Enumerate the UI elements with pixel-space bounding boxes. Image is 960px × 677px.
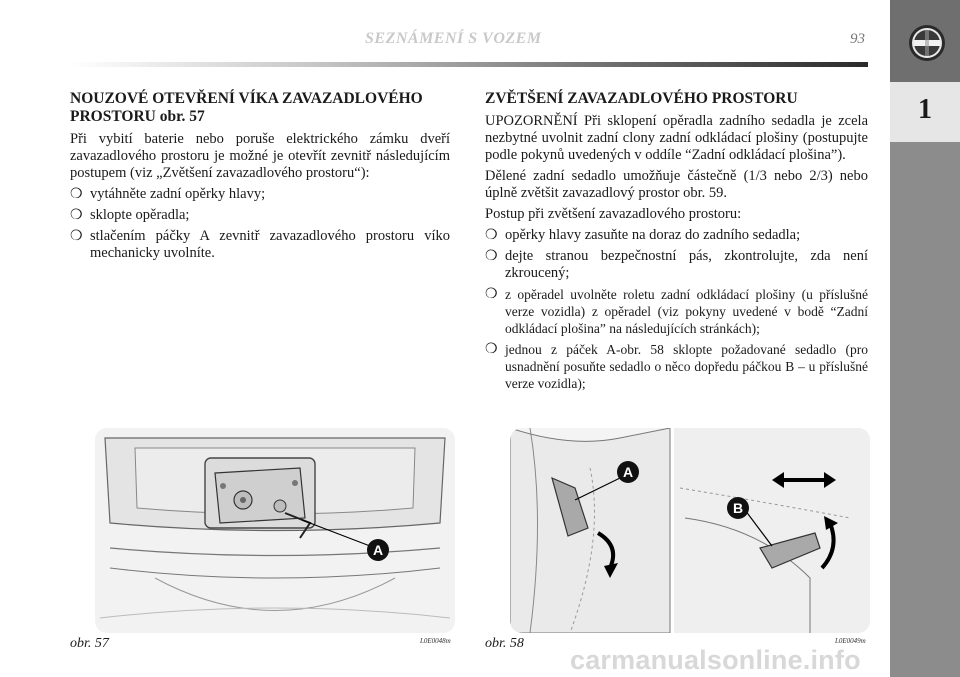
callout-a-label: A <box>372 542 384 558</box>
bullet-circle-icon: ❍ <box>485 228 498 243</box>
figure-reference: obr. 57 <box>159 108 205 125</box>
bullet-circle-icon: ❍ <box>485 249 498 264</box>
watermark: carmanualsonline.info <box>570 645 861 675</box>
figure-57-trunk-lock <box>95 428 455 633</box>
list-item-text: jednou z páček A-obr. 58 sklopte požadované sedadlo (pro usnadnění posuňte sedadlo o něco dopředu páčkou B – u příslušné verze vozidla); <box>505 342 868 391</box>
bullet-circle-icon: ❍ <box>485 287 498 302</box>
lancia-logo-icon <box>908 24 946 62</box>
warning-paragraph <box>485 113 868 164</box>
heading-line-1: NOUZOVÉ OTEVŘENÍ VÍKA ZAVAZADLOVÉHO <box>70 90 423 107</box>
trunk-lock-illustration <box>95 428 455 633</box>
heading-line-2: PROSTORU <box>70 108 156 125</box>
figure-58-seat-levers <box>510 428 870 633</box>
bullet-circle-icon: ❍ <box>70 187 83 202</box>
bullet-circle-icon: ❍ <box>70 229 83 244</box>
figure-caption: obr. 57 <box>70 636 109 651</box>
list-item-text: vytáhněte zadní opěrky hlavy; <box>90 186 266 202</box>
list-item <box>70 228 450 262</box>
intro-paragraph: Při vybití baterie nebo poruše elektrického zámku dveří zavazadlového prostoru je možné je otevřít zevnitř následujícím postupem (viz „Zvětšení zavazadlového prostoru“): <box>70 131 450 181</box>
paragraph: Dělené zadní sedadlo umožňuje částečně (1/3 nebo 2/3) nebo úplně zvětšit zavazadlový prostor obr. 59. <box>485 168 868 201</box>
list-item <box>485 227 868 244</box>
left-bullet-list <box>70 186 450 262</box>
left-column <box>70 90 450 266</box>
list-item-text: z opěradel uvolněte roletu zadní odkládací plošiny (u příslušné verze vozidla) z opěradel (viz pokyny uvedené v bodě “Zadní odkládací plošina” na následujících stránkách); <box>505 287 868 336</box>
warning-text: Při sklopení opěradla zadního sedadla je zcela nezbytné uvolnit zadní clony zadní odkládací plošiny (postupujte podle pokynů uvedených v oddíle “Zadní odkládací plošina”). <box>485 113 869 163</box>
callout-a-label: A <box>622 464 634 480</box>
running-header-title: SEZNÁMENÍ S VOZEM <box>365 30 542 47</box>
figure-caption: obr. 58 <box>485 636 524 651</box>
chapter-number: 1 <box>918 94 932 125</box>
figure-code: L0E0048m <box>420 637 451 645</box>
list-item <box>485 341 868 392</box>
list-item <box>485 248 868 282</box>
right-column <box>485 90 868 396</box>
page-number: 93 <box>850 31 865 47</box>
list-item-text: opěrky hlavy zasuňte na doraz do zadního sedadla; <box>505 227 801 243</box>
list-item-text: sklopte opěradla; <box>90 207 190 223</box>
section-heading-enlarge-luggage: ZVĚTŠENÍ ZAVAZADLOVÉHO PROSTORU <box>485 90 798 107</box>
chapter-side-tab <box>890 0 960 677</box>
right-bullet-list <box>485 227 868 392</box>
callout-b-label: B <box>732 500 744 516</box>
seat-levers-illustration <box>510 428 870 633</box>
warning-label: UPOZORNĚNÍ <box>485 113 578 129</box>
section-heading-emergency-opening <box>70 90 450 126</box>
figure-code: L0E0049m <box>835 637 866 645</box>
list-item-text: stlačením páčky A zevnitř zavazadlového prostoru víko mechanicky uvolníte. <box>90 228 450 261</box>
bullet-circle-icon: ❍ <box>70 208 83 223</box>
bullet-circle-icon: ❍ <box>485 342 498 357</box>
list-item <box>485 286 868 337</box>
paragraph: Postup při zvětšení zavazadlového prostoru: <box>485 206 742 222</box>
list-item-text: dejte stranou bezpečnostní pás, zkontrolujte, zda není zkroucený; <box>505 248 868 281</box>
list-item <box>70 186 450 203</box>
list-item <box>70 207 450 224</box>
header-rule <box>70 62 868 67</box>
